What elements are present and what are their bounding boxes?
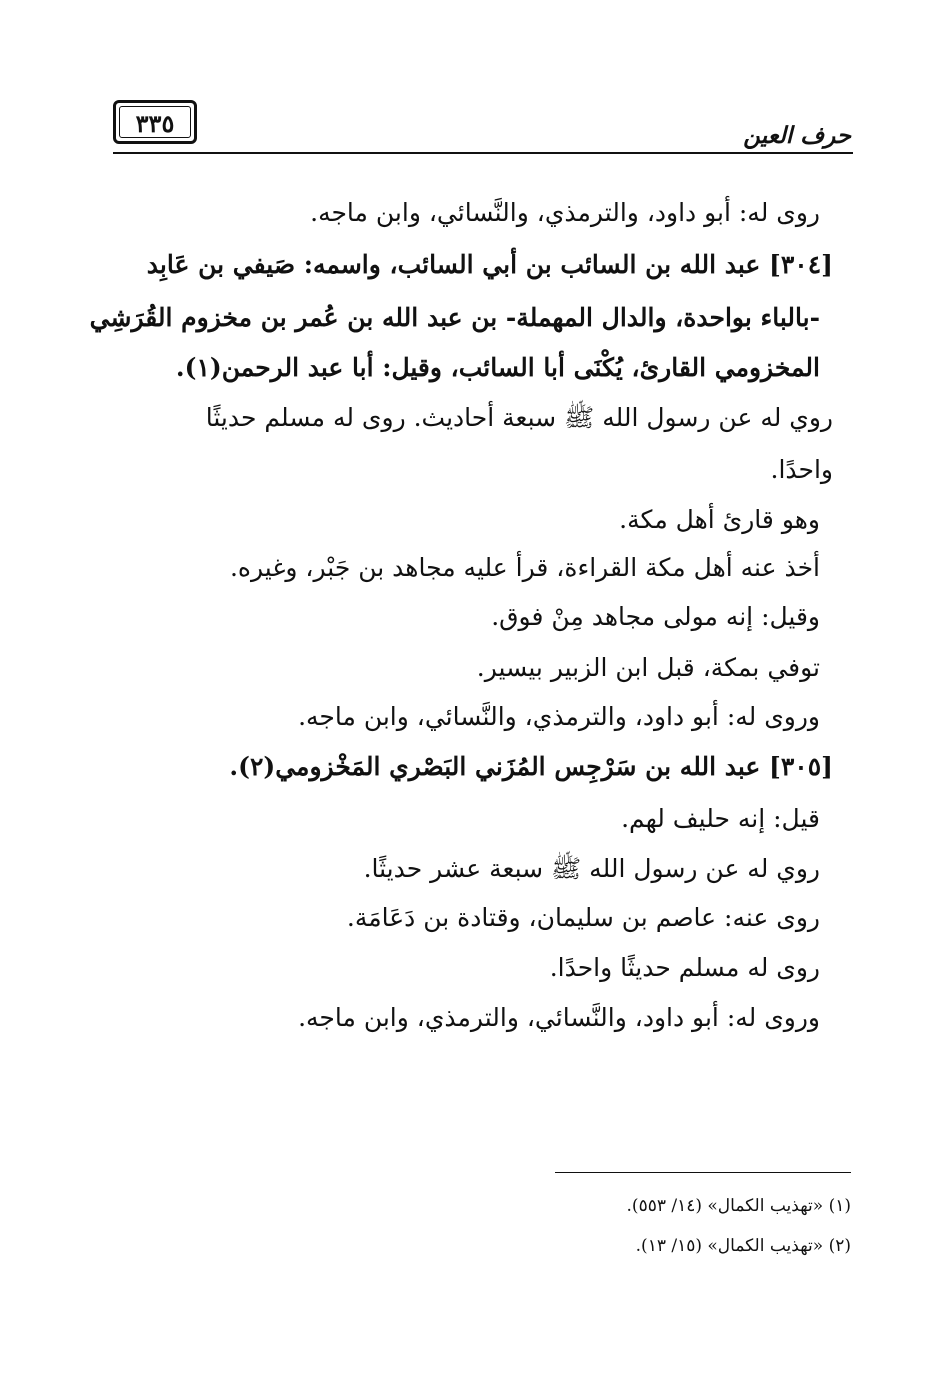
body-line: قيل: إنه حليف لهم. xyxy=(621,804,820,833)
footnote: (٢) «تهذيب الكمال» (١٥/ ١٣). xyxy=(635,1236,851,1256)
footnote-divider xyxy=(555,1172,851,1173)
body-line: وهو قارئ أهل مكة. xyxy=(619,505,820,534)
entry-heading-line: -بالباء بواحدة، والدال المهملة- بن عبد الله بن عُمر بن مخزوم القُرَشِي xyxy=(89,303,820,332)
body-line: روي له عن رسول الله ﷺ سبعة أحاديث. روى له مسلم حديثًا xyxy=(205,403,833,432)
body-line: روى عنه: عاصم بن سليمان، وقتادة بن دَعَامَة. xyxy=(346,903,820,932)
entry-heading-line: المخزومي القارئ، يُكْنَى أبا السائب، وقيل: أبا عبد الرحمن(١). xyxy=(175,353,820,382)
running-title: حرف العين xyxy=(743,122,851,149)
body-line: روي له عن رسول الله ﷺ سبعة عشر حديثًا. xyxy=(363,854,820,883)
body-line: روى له مسلم حديثًا واحدًا. xyxy=(549,953,820,982)
body-line: توفي بمكة، قبل ابن الزبير بيسير. xyxy=(476,653,820,682)
page-number-frame xyxy=(113,100,197,144)
entry-heading-304: [٣٠٤] عبد الله بن السائب بن أبي السائب، واسمه: صَيفي بن عَابِد xyxy=(146,250,833,279)
entry-heading-305: [٣٠٥] عبد الله بن سَرْجِس المُزَني البَصْري المَخْزومي(٢). xyxy=(229,752,833,781)
body-line: أخذ عنه أهل مكة القراءة، قرأ عليه مجاهد بن جَبْر، وغيره. xyxy=(229,553,820,582)
header-divider xyxy=(113,152,853,154)
body-line: وروى له: أبو داود، والنَّسائي، والترمذي، وابن ماجه. xyxy=(298,1003,820,1032)
page-number: ٣٣٥ xyxy=(135,109,175,138)
body-line: روى له: أبو داود، والترمذي، والنَّسائي، وابن ماجه. xyxy=(310,198,820,227)
body-line: واحدًا. xyxy=(770,455,833,484)
footnote: (١) «تهذيب الكمال» (١٤/ ٥٥٣). xyxy=(626,1196,851,1216)
body-line: وقيل: إنه مولى مجاهد مِنْ فوق. xyxy=(491,602,820,631)
body-line: وروى له: أبو داود، والترمذي، والنَّسائي، وابن ماجه. xyxy=(298,702,820,731)
